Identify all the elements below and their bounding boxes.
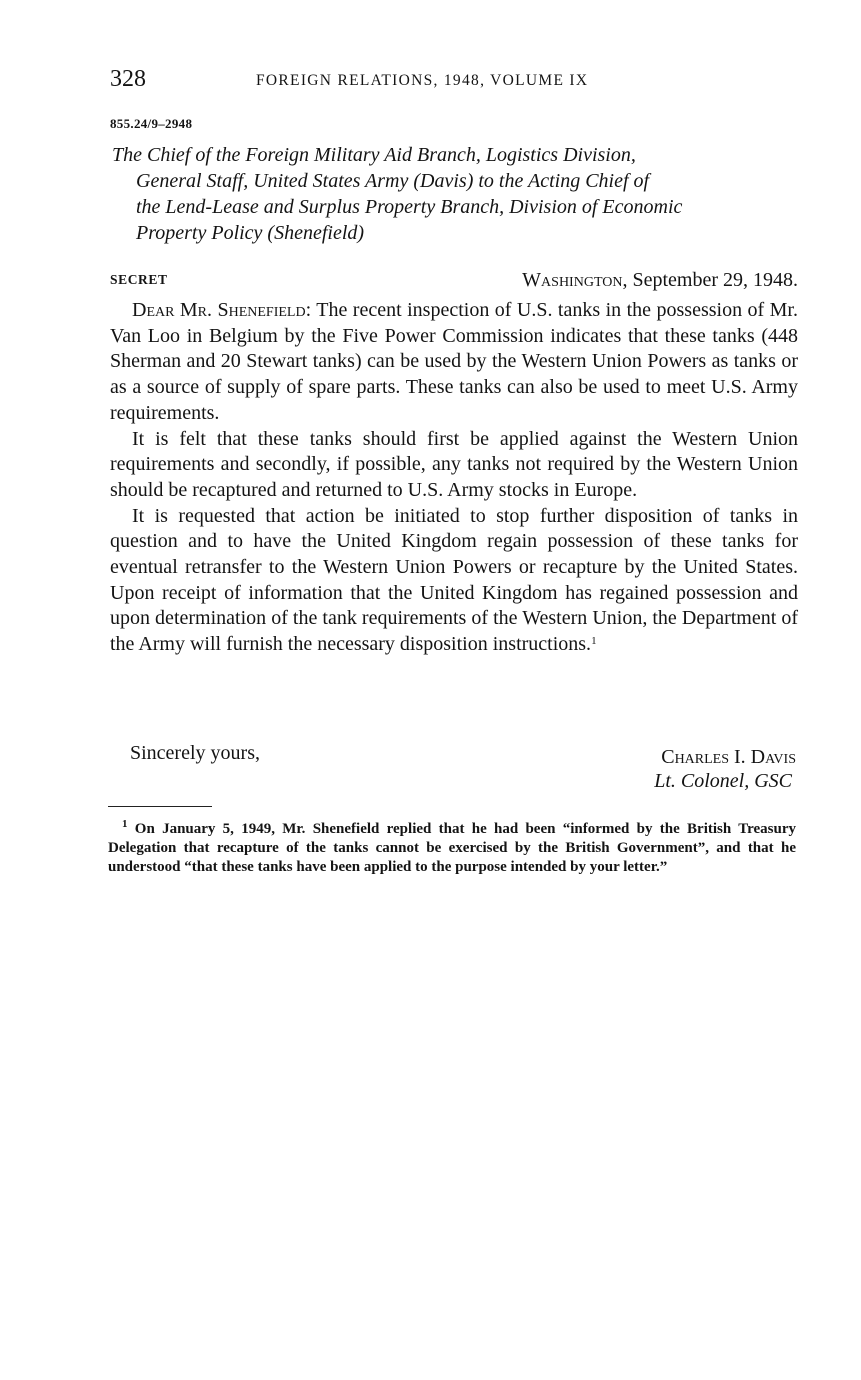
dateline-date: , September 29, 1948. [622, 269, 798, 291]
running-header [108, 66, 798, 98]
body-paragraph: It is felt that these tanks should first be applied against the Western Union requirements and secondly, if possible, any tanks not required by the Western Union should be recaptured and returned to U.S. Army stocks in Europe. [110, 427, 798, 501]
file-number: 855.24/9–2948 [110, 116, 193, 131]
heading-line: Property Policy (Shenefield) [136, 222, 365, 244]
signer-name: Charles I. Davis [661, 746, 796, 768]
running-header-title: FOREIGN RELATIONS, 1948, VOLUME IX [256, 72, 589, 89]
footnote-reference: 1 [591, 635, 597, 648]
footnote-text: On January 5, 1949, Mr. Shenefield replied that he had been “informed by the British Treasury Delegation that recapture of the tanks cannot be exercised by the British Government”, and that he understood “that these tanks have been applied to the purpose intended by your letter.” [108, 821, 797, 875]
footnote [108, 820, 796, 877]
signer-title: Lt. Colonel, GSC [654, 770, 792, 792]
letter-body [110, 298, 798, 658]
dateline-place: Washington [522, 269, 623, 291]
heading-line: General Staff, United States Army (Davis) to the Acting Chief of [136, 170, 650, 192]
heading-line: The Chief of the Foreign Military Aid Branch, Logistics Division, [112, 144, 636, 166]
salutation: Dear Mr. Shenefield [132, 299, 306, 321]
footnote-marker: 1 [122, 818, 128, 830]
heading-line: the Lend-Lease and Surplus Property Branch, Division of Economic [136, 196, 683, 218]
body-paragraph [110, 504, 798, 658]
footnote-divider [108, 806, 212, 807]
letter-closing [108, 742, 796, 802]
paragraph-text: : The recent inspection of U.S. tanks in the possession of Mr. Van Loo in Belgium by the Five Power Commission indicates that these tanks (448 Sherman and 20 Stewart tanks) can be used by the Western Union Powers as tanks or as a source of supply of spare parts. These tanks can also be used to meet U.S. Army requirements. [110, 299, 798, 424]
body-paragraph [110, 298, 798, 427]
complimentary-close: Sincerely yours, [130, 742, 260, 764]
paragraph-text: It is requested that action be initiated to stop further disposition of tanks in question and to have the United Kingdom regain possession of these tanks for eventual retransfer to the Western Union Powers or recapture by the United States. Upon receipt of information that the United Kingdom has regained possession and upon determination of the tank requirements of the Western Union, the Department of the Army will furnish the necessary disposition instructions. [110, 504, 798, 656]
classification-marking: SECRET [110, 272, 168, 287]
document-heading [112, 142, 798, 246]
footnote-paragraph [108, 820, 796, 877]
page-number: 328 [110, 66, 146, 92]
dateline [522, 269, 798, 292]
